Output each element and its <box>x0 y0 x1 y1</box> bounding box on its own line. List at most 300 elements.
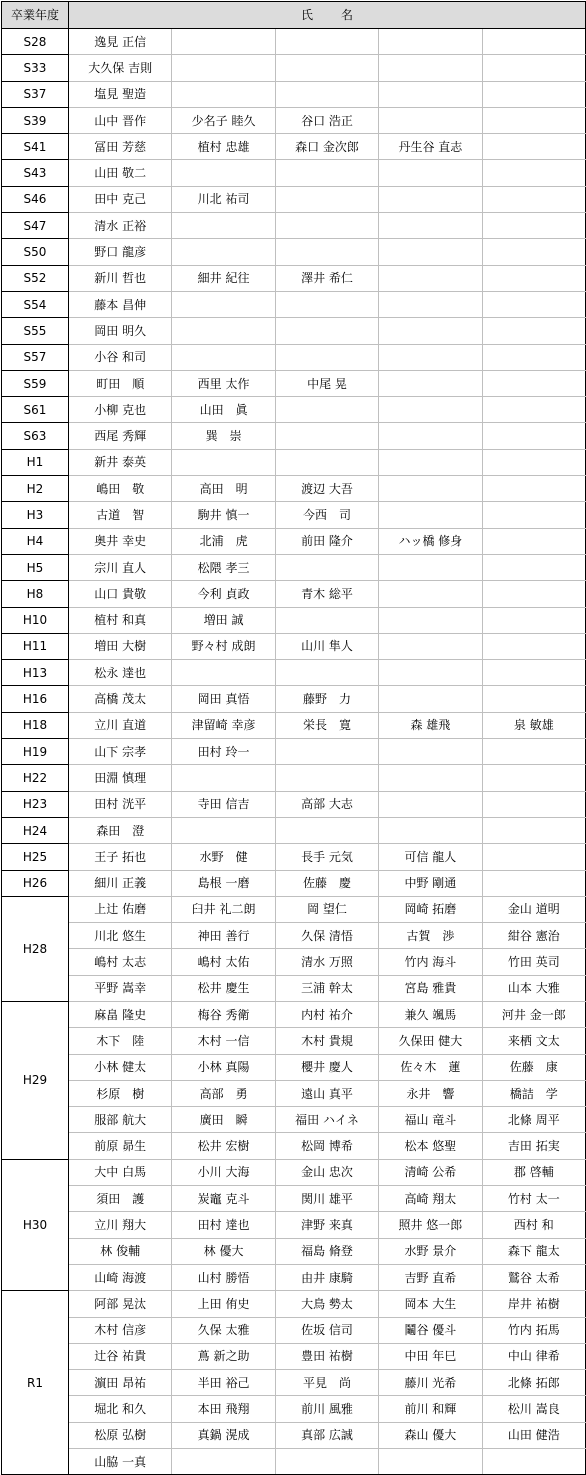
name-cell: 可信 龍人 <box>379 844 482 870</box>
name-cell: 木村 信彦 <box>69 1317 172 1343</box>
table-row <box>2 870 586 896</box>
name-cell: 立川 直道 <box>69 712 172 738</box>
name-cell: 田村 玲一 <box>172 739 275 765</box>
name-cell: 山川 隼人 <box>275 633 378 659</box>
graduation-year-cell: H22 <box>2 765 69 791</box>
name-cell: 久保田 健大 <box>379 1028 482 1054</box>
name-cell: 小林 健太 <box>69 1054 172 1080</box>
name-cell: 木村 一信 <box>172 1028 275 1054</box>
table-row <box>2 607 586 633</box>
name-cell: 山本 大雅 <box>482 975 585 1001</box>
name-cell: 増田 大樹 <box>69 633 172 659</box>
name-cell: 藤川 光希 <box>379 1370 482 1396</box>
name-cell <box>172 318 275 344</box>
name-cell: 竹内 拓馬 <box>482 1317 585 1343</box>
name-cell <box>482 844 585 870</box>
name-cell: 水野 景介 <box>379 1238 482 1264</box>
name-cell: 櫻井 慶人 <box>275 1054 378 1080</box>
name-cell <box>275 29 378 55</box>
name-cell: 渡辺 大吾 <box>275 476 378 502</box>
name-cell: 水野 健 <box>172 844 275 870</box>
table-row <box>2 186 586 212</box>
graduation-year-cell: H19 <box>2 739 69 765</box>
name-cell <box>379 213 482 239</box>
graduation-year-cell: H23 <box>2 791 69 817</box>
name-cell <box>275 291 378 317</box>
name-cell <box>275 318 378 344</box>
name-cell: 中田 年巳 <box>379 1343 482 1369</box>
name-cell: 関川 雄平 <box>275 1186 378 1212</box>
name-cell <box>275 160 378 186</box>
graduation-year-cell: R1 <box>2 1291 69 1475</box>
table-row <box>2 1212 586 1238</box>
graduation-year-cell: S39 <box>2 107 69 133</box>
table-row <box>2 397 586 423</box>
name-cell <box>275 423 378 449</box>
name-cell: 永井 響 <box>379 1080 482 1106</box>
name-cell: 佐坂 信司 <box>275 1317 378 1343</box>
table-row <box>2 923 586 949</box>
name-cell: 細川 正義 <box>69 870 172 896</box>
name-cell: 今利 貞政 <box>172 581 275 607</box>
graduation-year-cell: S41 <box>2 134 69 160</box>
name-cell <box>379 502 482 528</box>
name-cell: 高橋 茂太 <box>69 686 172 712</box>
name-cell: 嶋村 太佑 <box>172 949 275 975</box>
name-cell <box>172 29 275 55</box>
name-cell <box>379 817 482 843</box>
name-cell <box>379 607 482 633</box>
name-cell: 森田 澄 <box>69 817 172 843</box>
name-cell: 久保 清悟 <box>275 923 378 949</box>
name-cell: 小柳 克也 <box>69 397 172 423</box>
graduation-year-cell: H18 <box>2 712 69 738</box>
table-row <box>2 1054 586 1080</box>
name-cell: 佐々木 蓮 <box>379 1054 482 1080</box>
name-cell: 木村 貴規 <box>275 1028 378 1054</box>
name-cell: 西村 和 <box>482 1212 585 1238</box>
name-cell: 岡 望仁 <box>275 896 378 922</box>
table-row <box>2 975 586 1001</box>
name-cell <box>379 1449 482 1475</box>
name-cell: 岡田 明久 <box>69 318 172 344</box>
table-row <box>2 1028 586 1054</box>
name-cell: 林 優大 <box>172 1238 275 1264</box>
name-cell: 服部 航大 <box>69 1107 172 1133</box>
name-cell: 藤野 力 <box>275 686 378 712</box>
name-cell <box>482 291 585 317</box>
name-cell: 古道 智 <box>69 502 172 528</box>
graduation-year-cell: S59 <box>2 370 69 396</box>
table-row <box>2 1080 586 1106</box>
graduation-year-cell: H8 <box>2 581 69 607</box>
name-cell <box>482 423 585 449</box>
name-cell: 松永 達也 <box>69 660 172 686</box>
name-cell <box>482 265 585 291</box>
name-cell <box>379 186 482 212</box>
name-cell <box>482 186 585 212</box>
name-cell: 丹生谷 直志 <box>379 134 482 160</box>
name-cell <box>482 607 585 633</box>
name-cell: 宗川 直人 <box>69 554 172 580</box>
table-row <box>2 528 586 554</box>
table-row <box>2 134 586 160</box>
name-cell <box>482 213 585 239</box>
name-cell <box>379 107 482 133</box>
table-row <box>2 265 586 291</box>
name-cell: 蔦 新之助 <box>172 1343 275 1369</box>
name-cell: 兼久 颯馬 <box>379 1001 482 1027</box>
name-cell: 北條 拓郎 <box>482 1370 585 1396</box>
graduation-year-cell: H11 <box>2 633 69 659</box>
name-cell: 新井 泰英 <box>69 449 172 475</box>
name-cell: 真鍋 滉成 <box>172 1422 275 1448</box>
name-cell: 竹田 英司 <box>482 949 585 975</box>
name-cell <box>482 528 585 554</box>
table-row <box>2 1449 586 1475</box>
table-row <box>2 660 586 686</box>
name-cell: 廣田 瞬 <box>172 1107 275 1133</box>
table-row <box>2 476 586 502</box>
name-cell: 町田 順 <box>69 370 172 396</box>
name-cell: 森 雄飛 <box>379 712 482 738</box>
name-cell: 遠山 真平 <box>275 1080 378 1106</box>
name-cell <box>482 239 585 265</box>
table-row <box>2 686 586 712</box>
year-column-header: 卒業年度 <box>2 2 69 29</box>
table-row <box>2 370 586 396</box>
name-cell <box>172 765 275 791</box>
name-cell <box>379 423 482 449</box>
graduation-year-cell: S28 <box>2 29 69 55</box>
name-cell: 福田 ハイネ <box>275 1107 378 1133</box>
name-cell: 郡 啓輔 <box>482 1159 585 1185</box>
name-cell <box>275 213 378 239</box>
name-cell: 古賀 渉 <box>379 923 482 949</box>
header-row <box>2 2 586 29</box>
name-cell: 林 俊輔 <box>69 1238 172 1264</box>
name-cell: 大鳥 勢太 <box>275 1291 378 1317</box>
name-cell <box>482 81 585 107</box>
graduation-year-cell: H28 <box>2 896 69 1001</box>
name-cell: 佐藤 慶 <box>275 870 378 896</box>
name-cell <box>482 476 585 502</box>
name-cell: 中尾 晃 <box>275 370 378 396</box>
name-cell: 吉田 拓実 <box>482 1133 585 1159</box>
name-cell: 松岡 博希 <box>275 1133 378 1159</box>
name-cell: 王子 拓也 <box>69 844 172 870</box>
name-cell: 小林 真陽 <box>172 1054 275 1080</box>
name-cell <box>482 1449 585 1475</box>
name-cell: 福山 竜斗 <box>379 1107 482 1133</box>
name-cell: 少名子 睦久 <box>172 107 275 133</box>
table-row <box>2 765 586 791</box>
name-cell: 塩見 聖造 <box>69 81 172 107</box>
name-cell: 大中 白馬 <box>69 1159 172 1185</box>
name-cell: 西里 太作 <box>172 370 275 396</box>
name-cell <box>172 344 275 370</box>
name-cell <box>172 213 275 239</box>
name-cell <box>482 134 585 160</box>
table-row <box>2 1001 586 1027</box>
name-cell: 前川 和輝 <box>379 1396 482 1422</box>
name-cell: 平野 嵩幸 <box>69 975 172 1001</box>
graduation-year-cell: S37 <box>2 81 69 107</box>
name-cell: 長手 元気 <box>275 844 378 870</box>
name-cell: 山田 健浩 <box>482 1422 585 1448</box>
name-cell: 森口 金次郎 <box>275 134 378 160</box>
table-row <box>2 239 586 265</box>
graduation-year-cell: S46 <box>2 186 69 212</box>
name-cell: 杉原 樹 <box>69 1080 172 1106</box>
name-cell <box>379 686 482 712</box>
name-cell: 藤本 昌伸 <box>69 291 172 317</box>
name-cell <box>379 318 482 344</box>
name-cell: 新川 哲也 <box>69 265 172 291</box>
name-cell: 巽 崇 <box>172 423 275 449</box>
name-cell: 清水 正裕 <box>69 213 172 239</box>
name-cell <box>275 344 378 370</box>
name-cell <box>379 739 482 765</box>
name-cell <box>482 633 585 659</box>
name-cell <box>172 291 275 317</box>
name-cell: 内村 祐介 <box>275 1001 378 1027</box>
name-cell <box>482 397 585 423</box>
name-cell: 岡崎 拓磨 <box>379 896 482 922</box>
name-cell <box>275 817 378 843</box>
name-cell <box>379 554 482 580</box>
name-cell <box>482 160 585 186</box>
name-cell: 植村 忠雄 <box>172 134 275 160</box>
name-cell: 泉 敏雄 <box>482 712 585 738</box>
name-cell <box>275 660 378 686</box>
name-cell: 清水 万照 <box>275 949 378 975</box>
name-cell <box>379 239 482 265</box>
table-row <box>2 1186 586 1212</box>
name-cell: 中山 律希 <box>482 1343 585 1369</box>
name-cell <box>379 81 482 107</box>
name-cell: 津野 来真 <box>275 1212 378 1238</box>
name-cell <box>379 633 482 659</box>
name-cell: 岡田 真悟 <box>172 686 275 712</box>
name-cell: 前川 風雅 <box>275 1396 378 1422</box>
name-cell: 鬮谷 優斗 <box>379 1317 482 1343</box>
name-cell <box>172 239 275 265</box>
name-cell: 森下 龍太 <box>482 1238 585 1264</box>
name-cell: 久保 太雅 <box>172 1317 275 1343</box>
name-cell: 山田 眞 <box>172 397 275 423</box>
name-cell: 大久保 吉則 <box>69 55 172 81</box>
name-cell <box>172 817 275 843</box>
name-cell <box>379 765 482 791</box>
name-cell: 松隈 孝三 <box>172 554 275 580</box>
table-row <box>2 1133 586 1159</box>
name-cell <box>379 791 482 817</box>
name-cell: 金山 道明 <box>482 896 585 922</box>
table-row <box>2 633 586 659</box>
name-cell: 川北 悠生 <box>69 923 172 949</box>
name-cell: 濵田 昂祐 <box>69 1370 172 1396</box>
name-cell: 上田 侑史 <box>172 1291 275 1317</box>
name-column-header <box>69 2 586 29</box>
name-cell: 松本 悠聖 <box>379 1133 482 1159</box>
name-cell: 炭竈 克斗 <box>172 1186 275 1212</box>
table-row <box>2 1291 586 1317</box>
name-cell: 今西 司 <box>275 502 378 528</box>
graduation-year-cell: S47 <box>2 213 69 239</box>
name-header-part-2: 名 <box>341 8 354 22</box>
name-cell: 松原 弘樹 <box>69 1422 172 1448</box>
name-cell: 山崎 海渡 <box>69 1264 172 1290</box>
name-cell <box>482 817 585 843</box>
name-cell <box>482 554 585 580</box>
name-cell <box>172 55 275 81</box>
name-cell <box>275 449 378 475</box>
name-cell: 奥井 幸史 <box>69 528 172 554</box>
graduation-year-cell: H4 <box>2 528 69 554</box>
name-cell: 河井 金一郎 <box>482 1001 585 1027</box>
name-cell <box>172 1449 275 1475</box>
table-row <box>2 1264 586 1290</box>
name-cell: 紺谷 憲治 <box>482 923 585 949</box>
name-cell: 逸見 正信 <box>69 29 172 55</box>
table-row <box>2 29 586 55</box>
name-cell: 前田 隆介 <box>275 528 378 554</box>
name-cell: 高田 明 <box>172 476 275 502</box>
graduation-year-cell: S57 <box>2 344 69 370</box>
name-cell <box>482 870 585 896</box>
name-cell <box>172 449 275 475</box>
name-cell <box>275 554 378 580</box>
graduation-year-cell: H25 <box>2 844 69 870</box>
name-cell: 金山 忠次 <box>275 1159 378 1185</box>
table-row <box>2 55 586 81</box>
name-cell: 竹村 太一 <box>482 1186 585 1212</box>
name-cell <box>482 29 585 55</box>
table-row <box>2 791 586 817</box>
name-cell: 麻畠 隆史 <box>69 1001 172 1027</box>
name-cell: 高部 大志 <box>275 791 378 817</box>
name-cell: 豊田 祐樹 <box>275 1343 378 1369</box>
name-cell <box>275 1449 378 1475</box>
name-cell: 谷口 浩正 <box>275 107 378 133</box>
name-cell: 橋詰 学 <box>482 1080 585 1106</box>
table-row <box>2 291 586 317</box>
table-row <box>2 554 586 580</box>
name-cell: 島根 一磨 <box>172 870 275 896</box>
name-cell <box>482 449 585 475</box>
name-cell: 植村 和真 <box>69 607 172 633</box>
name-cell <box>379 291 482 317</box>
table-row <box>2 1343 586 1369</box>
table-row <box>2 1370 586 1396</box>
name-cell <box>275 397 378 423</box>
name-cell: 岸井 祐樹 <box>482 1291 585 1317</box>
graduation-year-cell: S54 <box>2 291 69 317</box>
name-cell: 神田 善行 <box>172 923 275 949</box>
name-cell: 鷲谷 太希 <box>482 1264 585 1290</box>
graduation-year-cell: H29 <box>2 1001 69 1159</box>
name-cell: 高部 勇 <box>172 1080 275 1106</box>
name-cell <box>379 581 482 607</box>
graduation-year-cell: H5 <box>2 554 69 580</box>
graduation-year-cell: H16 <box>2 686 69 712</box>
name-cell: 川北 祐司 <box>172 186 275 212</box>
name-cell: 松井 宏樹 <box>172 1133 275 1159</box>
name-cell <box>275 739 378 765</box>
graduation-year-cell: S55 <box>2 318 69 344</box>
name-cell <box>379 449 482 475</box>
name-cell: 野口 龍彦 <box>69 239 172 265</box>
name-cell <box>482 686 585 712</box>
table-row <box>2 449 586 475</box>
name-cell <box>482 318 585 344</box>
name-cell: 青木 総平 <box>275 581 378 607</box>
name-cell: 上辻 佑磨 <box>69 896 172 922</box>
name-cell <box>172 81 275 107</box>
table-row <box>2 213 586 239</box>
name-cell: 嶋田 敬 <box>69 476 172 502</box>
table-row <box>2 1396 586 1422</box>
name-cell: 佐藤 康 <box>482 1054 585 1080</box>
name-cell: 嶋村 太志 <box>69 949 172 975</box>
graduation-year-cell: S33 <box>2 55 69 81</box>
table-row <box>2 844 586 870</box>
name-cell: 山中 晋作 <box>69 107 172 133</box>
table-row <box>2 318 586 344</box>
table-row <box>2 896 586 922</box>
name-cell: 松川 嵩良 <box>482 1396 585 1422</box>
graduation-year-cell: S61 <box>2 397 69 423</box>
name-cell: 平見 尚 <box>275 1370 378 1396</box>
name-header-part-1: 氏 <box>300 8 313 22</box>
name-cell <box>275 186 378 212</box>
name-cell: 増田 誠 <box>172 607 275 633</box>
name-cell: 田淵 慎理 <box>69 765 172 791</box>
graduation-year-cell: H10 <box>2 607 69 633</box>
name-cell: 竹内 海斗 <box>379 949 482 975</box>
name-cell <box>172 160 275 186</box>
table-row <box>2 160 586 186</box>
name-cell: 山村 勝悟 <box>172 1264 275 1290</box>
name-cell: 高崎 翔太 <box>379 1186 482 1212</box>
name-cell: 山田 敬二 <box>69 160 172 186</box>
name-cell: 清崎 公希 <box>379 1159 482 1185</box>
table-row <box>2 502 586 528</box>
name-cell <box>379 29 482 55</box>
graduation-year-cell: H13 <box>2 660 69 686</box>
table-row <box>2 344 586 370</box>
graduation-year-cell: S50 <box>2 239 69 265</box>
name-cell: 三浦 幹太 <box>275 975 378 1001</box>
table-row <box>2 739 586 765</box>
graduation-year-cell: S43 <box>2 160 69 186</box>
name-cell: 松井 慶生 <box>172 975 275 1001</box>
table-row <box>2 712 586 738</box>
name-cell: 照井 悠一郎 <box>379 1212 482 1238</box>
name-cell: 西尾 秀輝 <box>69 423 172 449</box>
graduates-table-body <box>2 29 586 1475</box>
name-cell: 小川 大海 <box>172 1159 275 1185</box>
name-cell: 津留崎 幸彦 <box>172 712 275 738</box>
name-cell: 来栖 文太 <box>482 1028 585 1054</box>
name-cell: 栄長 寛 <box>275 712 378 738</box>
table-row <box>2 817 586 843</box>
name-cell <box>379 476 482 502</box>
name-cell <box>482 55 585 81</box>
name-cell: 梅谷 秀衛 <box>172 1001 275 1027</box>
name-cell: 野々村 成朗 <box>172 633 275 659</box>
